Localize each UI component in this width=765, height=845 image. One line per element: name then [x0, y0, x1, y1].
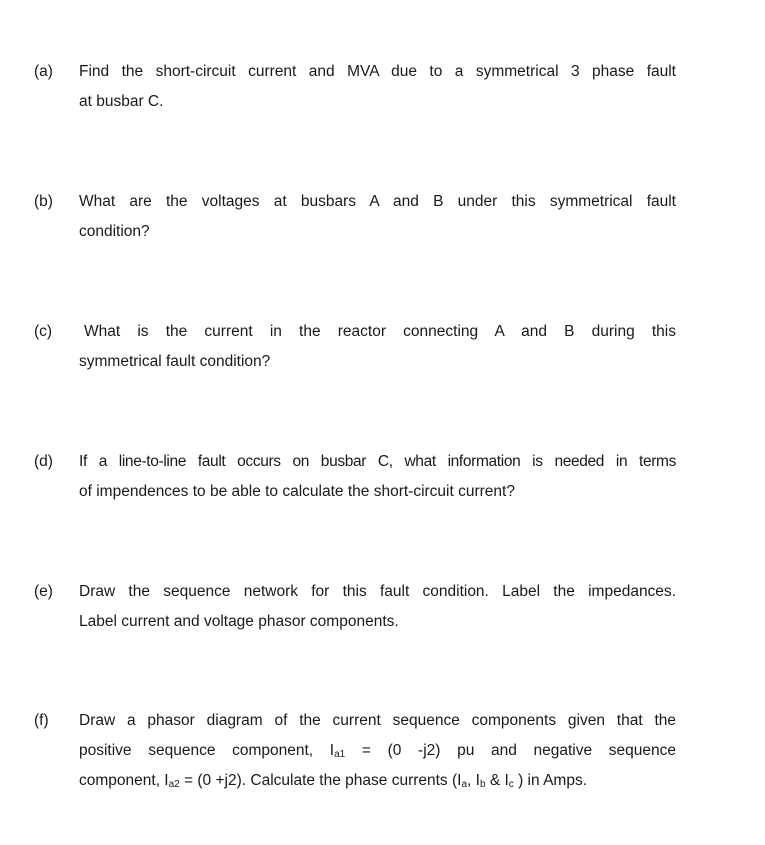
question-line: If a line-to-line fault occurs on busbar C, what information is needed in terms — [79, 453, 676, 470]
question-line: Find the short-circuit current and MVA due to a symmetrical 3 phase fault — [79, 63, 676, 80]
text-segment: component, I — [79, 772, 169, 789]
question-line: condition? — [79, 223, 150, 240]
question-line: symmetrical fault condition? — [79, 353, 271, 370]
question-line: of impendences to be able to calculate the short-circuit current? — [79, 483, 515, 500]
text-segment: = (0 +j2). Calculate the phase currents (I — [179, 772, 462, 789]
question-label: (a) — [34, 63, 53, 80]
text-segment: = (0 -j2) pu and negative sequence — [345, 742, 676, 759]
question-text — [79, 447, 676, 507]
subscript: a — [461, 779, 468, 790]
subscript: c — [508, 779, 514, 790]
text-segment: , I — [467, 772, 480, 789]
text-segment: positive sequence component, I — [79, 742, 335, 759]
question-line: Draw the sequence network for this fault condition. Label the impedances. — [79, 583, 676, 600]
question-label: (d) — [34, 453, 53, 470]
subscript: a1 — [334, 749, 346, 760]
question-text — [79, 577, 676, 637]
text-segment: & I — [485, 772, 509, 789]
question-line: Draw a phasor diagram of the current sequence components given that the — [79, 712, 676, 729]
question-text — [79, 187, 676, 247]
question-line: What is the current in the reactor connecting A and B during this — [84, 323, 676, 340]
question-text — [79, 317, 676, 377]
question-line: Label current and voltage phasor components. — [79, 613, 399, 630]
text-segment: ) in Amps. — [513, 772, 587, 789]
question-label: (f) — [34, 712, 49, 729]
question-text — [79, 57, 676, 117]
question-line — [79, 736, 676, 766]
question-text — [79, 706, 676, 796]
question-label: (c) — [34, 323, 53, 340]
subscript: b — [479, 779, 486, 790]
subscript: a2 — [168, 779, 180, 790]
question-line: What are the voltages at busbars A and B under this symmetrical fault — [79, 193, 676, 210]
question-line — [79, 766, 676, 796]
question-label: (b) — [34, 193, 53, 210]
question-label: (e) — [34, 583, 53, 600]
question-line: at busbar C. — [79, 93, 164, 110]
